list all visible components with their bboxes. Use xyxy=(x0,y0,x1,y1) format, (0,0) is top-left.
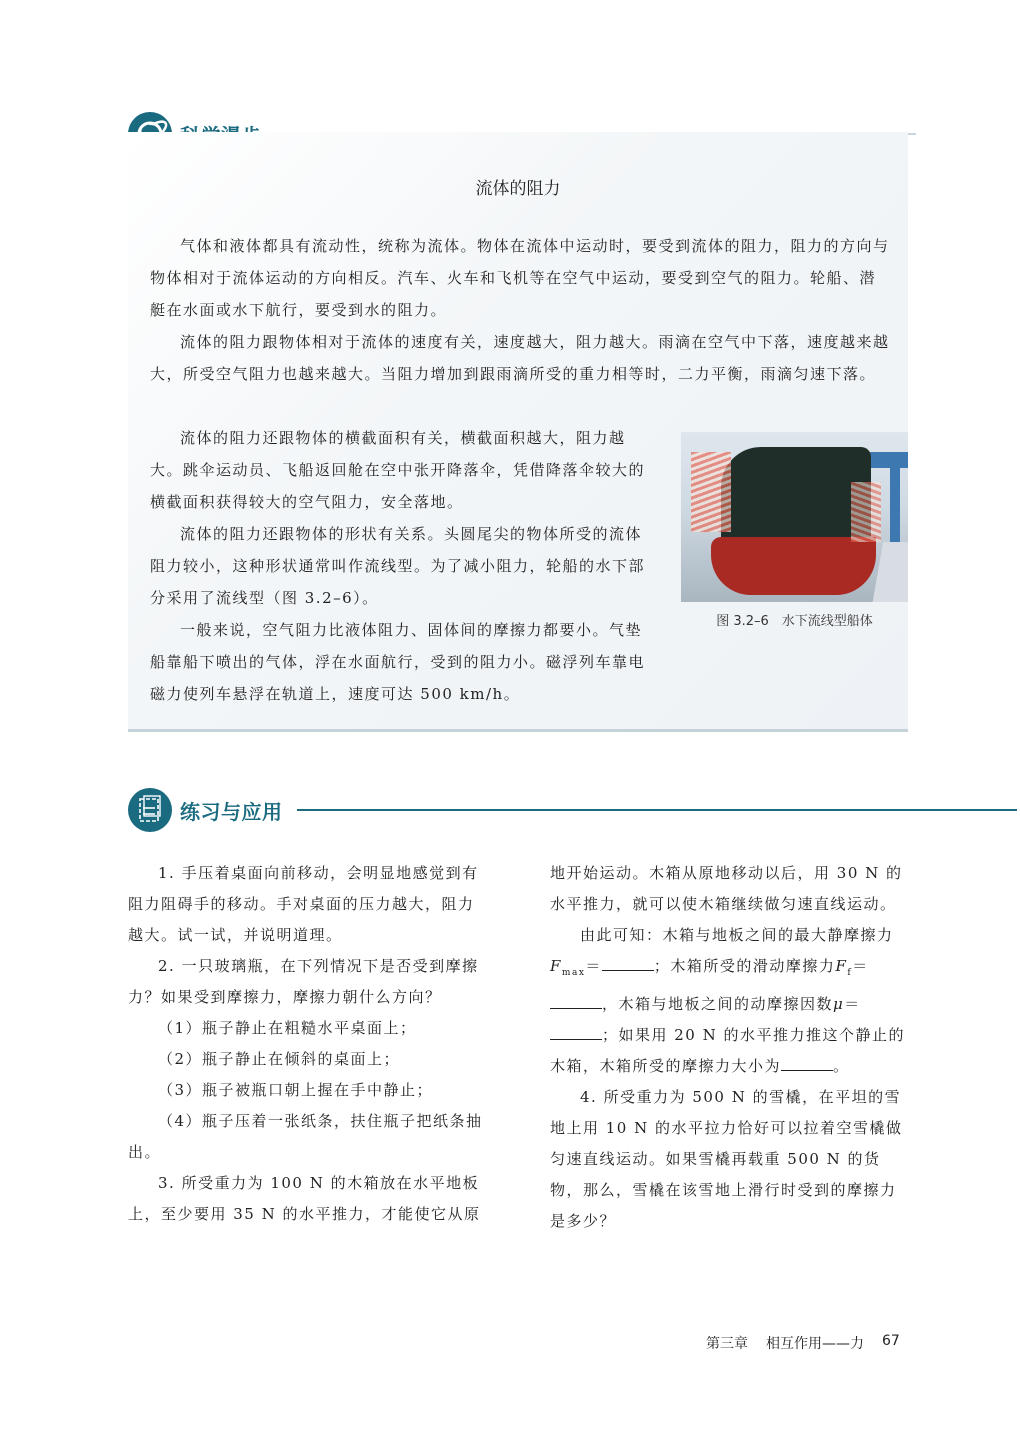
exercise-2-case-2: （2）瓶子静止在倾斜的桌面上； xyxy=(158,1050,401,1068)
text: ；如果用 20 N 的水平推力推这个静止的木箱，木箱所受的摩擦力大小为 xyxy=(550,1026,906,1075)
paragraph-2: 流体的阻力跟物体相对于流体的速度有关，速度越大，阻力越大。雨滴在空气中下落，速度越来越大，所受空气阻力也越来越大。当阻力增加到跟雨滴所受的重力相等时，二力平衡，雨滴匀速下落。 xyxy=(150,333,890,383)
article-title: 流体的阻力 xyxy=(475,179,561,199)
exercise-2-case-4: （4）瓶子压着一张纸条，扶住瓶子把纸条抽出。 xyxy=(128,1112,483,1161)
exercise-2-case-1: （1）瓶子静止在粗糙水平桌面上； xyxy=(158,1019,417,1037)
chapter-title: 相互作用——力 xyxy=(766,1336,864,1352)
notebook-icon xyxy=(128,788,172,832)
answer-blank-fmax[interactable] xyxy=(602,956,654,971)
chapter-number: 第三章 xyxy=(706,1336,748,1352)
text: ，木箱与地板之间的动摩擦因数 xyxy=(602,995,834,1013)
hull-upper-shape xyxy=(721,447,871,547)
exercise-4: 4. 所受重力为 500 N 的雪橇，在平坦的雪地上用 10 N 的水平拉力恰好可以拉着空雪橇做匀速直线运动。如果雪橇再载重 500 N 的货物，那么，雪橇在该雪地上滑行时受到的摩擦力是多少？ xyxy=(550,1088,903,1230)
answer-blank-friction[interactable] xyxy=(781,1056,833,1071)
page-number: 67 xyxy=(882,1333,900,1349)
text: 由此可知：木箱与地板之间的最大静摩擦力 xyxy=(580,926,894,944)
science-walk-panel xyxy=(128,132,908,732)
hull-lower-shape xyxy=(711,537,876,595)
subscript-max: max xyxy=(561,968,586,978)
text: ；木箱所受的滑动摩擦力 xyxy=(653,957,836,975)
subscript-f: f xyxy=(847,968,853,978)
paragraph-1: 气体和液体都具有流动性，统称为流体。物体在流体中运动时，要受到流体的阻力，阻力的方向与物体相对于流体运动的方向相反。汽车、火车和飞机等在空气中运动，要受到空气的阻力。轮船、潜艇在水面或水下航行，要受到水的阻力。 xyxy=(150,237,890,319)
exercise-3-fill-in xyxy=(550,920,912,1082)
exercise-1: 1. 手压着桌面向前移动，会明显地感觉到有阻力阻碍手的移动。手对桌面的压力越大，阻力越大。试一试，并说明道理。 xyxy=(128,864,479,944)
paragraph-3: 流体的阻力还跟物体的横截面积有关，横截面积越大，阻力越大。跳伞运动员、飞船返回舱在空中张开降落伞，凭借降落伞较大的横截面积获得较大的空气阻力，安全落地。 xyxy=(150,429,646,511)
answer-blank-ff[interactable] xyxy=(550,994,602,1009)
answer-blank-mu[interactable] xyxy=(550,1025,602,1040)
equals: ＝ xyxy=(852,957,869,975)
equals: ＝ xyxy=(844,995,861,1013)
exercise-3-continued: 地开始运动。木箱从原地移动以后，用 30 N 的水平推力，就可以使木箱继续做匀速直线运动。 xyxy=(550,864,903,913)
exercise-3: 3. 所受重力为 100 N 的木箱放在水平地板上，至少要用 35 N 的水平推力，才能使它从原 xyxy=(128,1174,481,1223)
exercise-column-left xyxy=(128,858,490,1230)
variable-f: F xyxy=(550,957,562,975)
ribbon-shape xyxy=(851,482,881,542)
dock-shape xyxy=(868,542,908,602)
exercise-column-right xyxy=(550,858,912,1237)
equals: ＝ xyxy=(585,957,602,975)
section-label: 练习与应用 xyxy=(180,799,283,824)
variable-f: F xyxy=(835,957,848,975)
ribbon-shape xyxy=(691,452,731,532)
page-footer xyxy=(706,1333,900,1353)
section-header-practice xyxy=(128,788,1017,832)
exercise-2: 2. 一只玻璃瓶，在下列情况下是否受到摩擦力？如果受到摩擦力，摩擦力朝什么方向？ xyxy=(128,957,479,1006)
exercise-2-case-3: （3）瓶子被瓶口朝上握在手中静止； xyxy=(158,1081,434,1099)
variable-mu: μ xyxy=(833,995,845,1013)
paragraph-5: 一般来说，空气阻力比液体阻力、固体间的摩擦力都要小。气垫船靠船下喷出的气体，浮在水面航行，受到的阻力小。磁浮列车靠电磁力使列车悬浮在轨道上，速度可达 500 km/h。 xyxy=(150,621,646,703)
ship-hull-photo xyxy=(681,432,908,602)
text: 。 xyxy=(833,1057,850,1075)
divider xyxy=(297,809,1017,811)
paragraph-4: 流体的阻力还跟物体的形状有关系。头圆尾尖的物体所受的流体阻力较小，这种形状通常叫作流线型。为了减小阻力，轮船的水下部分采用了流线型（图 3.2–6）。 xyxy=(150,525,646,607)
figure-caption: 图 3.2–6 水下流线型船体 xyxy=(716,614,873,629)
